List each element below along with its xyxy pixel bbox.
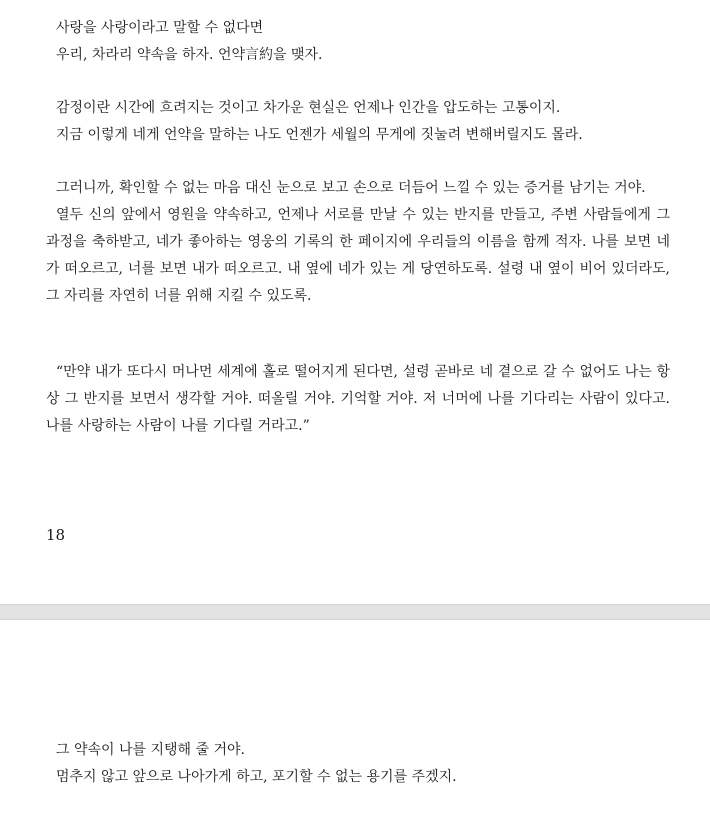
text-line: 그 약속이 나를 지탱해 줄 거야. <box>56 742 245 758</box>
text-line: 지금 이렇게 네게 언약을 말하는 나도 언젠가 세월의 무게에 짓눌려 변해버릴지도 몰라. <box>56 127 583 143</box>
paragraph-block-2 <box>46 95 670 149</box>
text-line: 우리, 차라리 약속을 하자. 언약言約을 맺자. <box>56 47 323 63</box>
document-page-bottom <box>0 620 710 825</box>
quote-block <box>46 359 670 440</box>
page-separator <box>0 604 710 620</box>
text-line: 그러니까, 확인할 수 없는 마음 대신 눈으로 보고 손으로 더듬어 느낄 수 있는 증거를 남기는 거야. <box>56 180 646 196</box>
paragraph-block-1 <box>46 15 670 69</box>
text-line: 멈추지 않고 앞으로 나아가게 하고, 포기할 수 없는 용기를 주겠지. <box>56 769 457 785</box>
text-paragraph: 열두 신의 앞에서 영원을 약속하고, 언제나 서로를 만날 수 있는 반지를 만들고, 주변 사람들에게 그 과정을 축하받고, 네가 좋아하는 영웅의 기록의 한 페이지에 우리들의 이름을 함께 적자. 나를 보면 네가 떠오르고, 너를 보면 내가 떠오르고. 내 옆에 네가 있는 게 당연하도록. 설령 내 옆이 비어 있더라도, 그 자리를 자연히 너를 위해 지킬 수 있도록. <box>46 207 670 304</box>
text-line: 감정이란 시간에 흐려지는 것이고 차가운 현실은 언제나 인간을 압도하는 고통이지. <box>56 100 561 116</box>
quoted-paragraph: “만약 내가 또다시 머나먼 세계에 홀로 떨어지게 된다면, 설령 곧바로 네 곁으로 갈 수 없어도 나는 항상 그 반지를 보면서 생각할 거야. 떠올릴 거야. 기억할 거야. 저 너머에 나를 기다리는 사람이 있다고. 나를 사랑하는 사람이 나를 기다릴 거라고.” <box>46 364 670 434</box>
page-number: 18 <box>46 526 66 544</box>
paragraph-block-3 <box>46 175 670 310</box>
text-line: 사랑을 사랑이라고 말할 수 없다면 <box>56 20 264 36</box>
paragraph-block-5 <box>46 737 670 791</box>
